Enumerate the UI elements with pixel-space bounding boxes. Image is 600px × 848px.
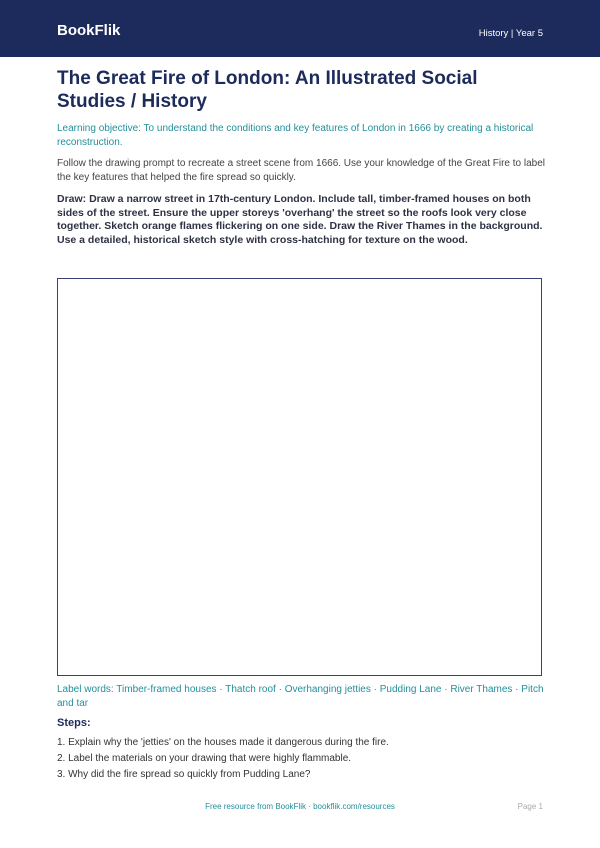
header-bar: [0, 0, 600, 57]
drawing-prompt: Draw: Draw a narrow street in 17th-century London. Include tall, timber-framed houses on both sides of the street. Ensure the upper storeys 'overhang' the street so the roofs look very close together. Sketch orange flames flickering on one side. Draw the River Thames in the background. Use a detailed, historical sketch style with cross-hatching for texture on the wood.: [57, 193, 543, 246]
footer-text: Free resource from BookFlik · bookflik.com/resources: [205, 802, 395, 811]
learning-objective: Learning objective: To understand the conditions and key features of London in 1666 by creating a historical reconstruction.: [57, 123, 534, 148]
steps-list: [57, 736, 547, 784]
drawing-area[interactable]: [57, 278, 542, 676]
steps-heading: Steps:: [57, 717, 91, 729]
subject-year: History | Year 5: [478, 28, 543, 39]
step-item: 3. Why did the fire spread so quickly from Pudding Lane?: [57, 769, 311, 780]
page-title: The Great Fire of London: An Illustrated Social Studies / History: [57, 68, 478, 112]
label-words: Label words: Timber-framed houses · Thatch roof · Overhanging jetties · Pudding Lane · River Thames · Pitch and tar: [57, 684, 544, 709]
brand-logo: BookFlik: [57, 22, 121, 39]
step-item: 2. Label the materials on your drawing that were highly flammable.: [57, 753, 352, 764]
intro-text: Follow the drawing prompt to recreate a street scene from 1666. Use your knowledge of the Great Fire to label the key features that helped the fire spread so quickly.: [57, 158, 546, 183]
step-item: 1. Explain why the 'jetties' on the houses made it dangerous during the fire.: [57, 737, 389, 748]
page-number: Page 1: [517, 802, 543, 811]
